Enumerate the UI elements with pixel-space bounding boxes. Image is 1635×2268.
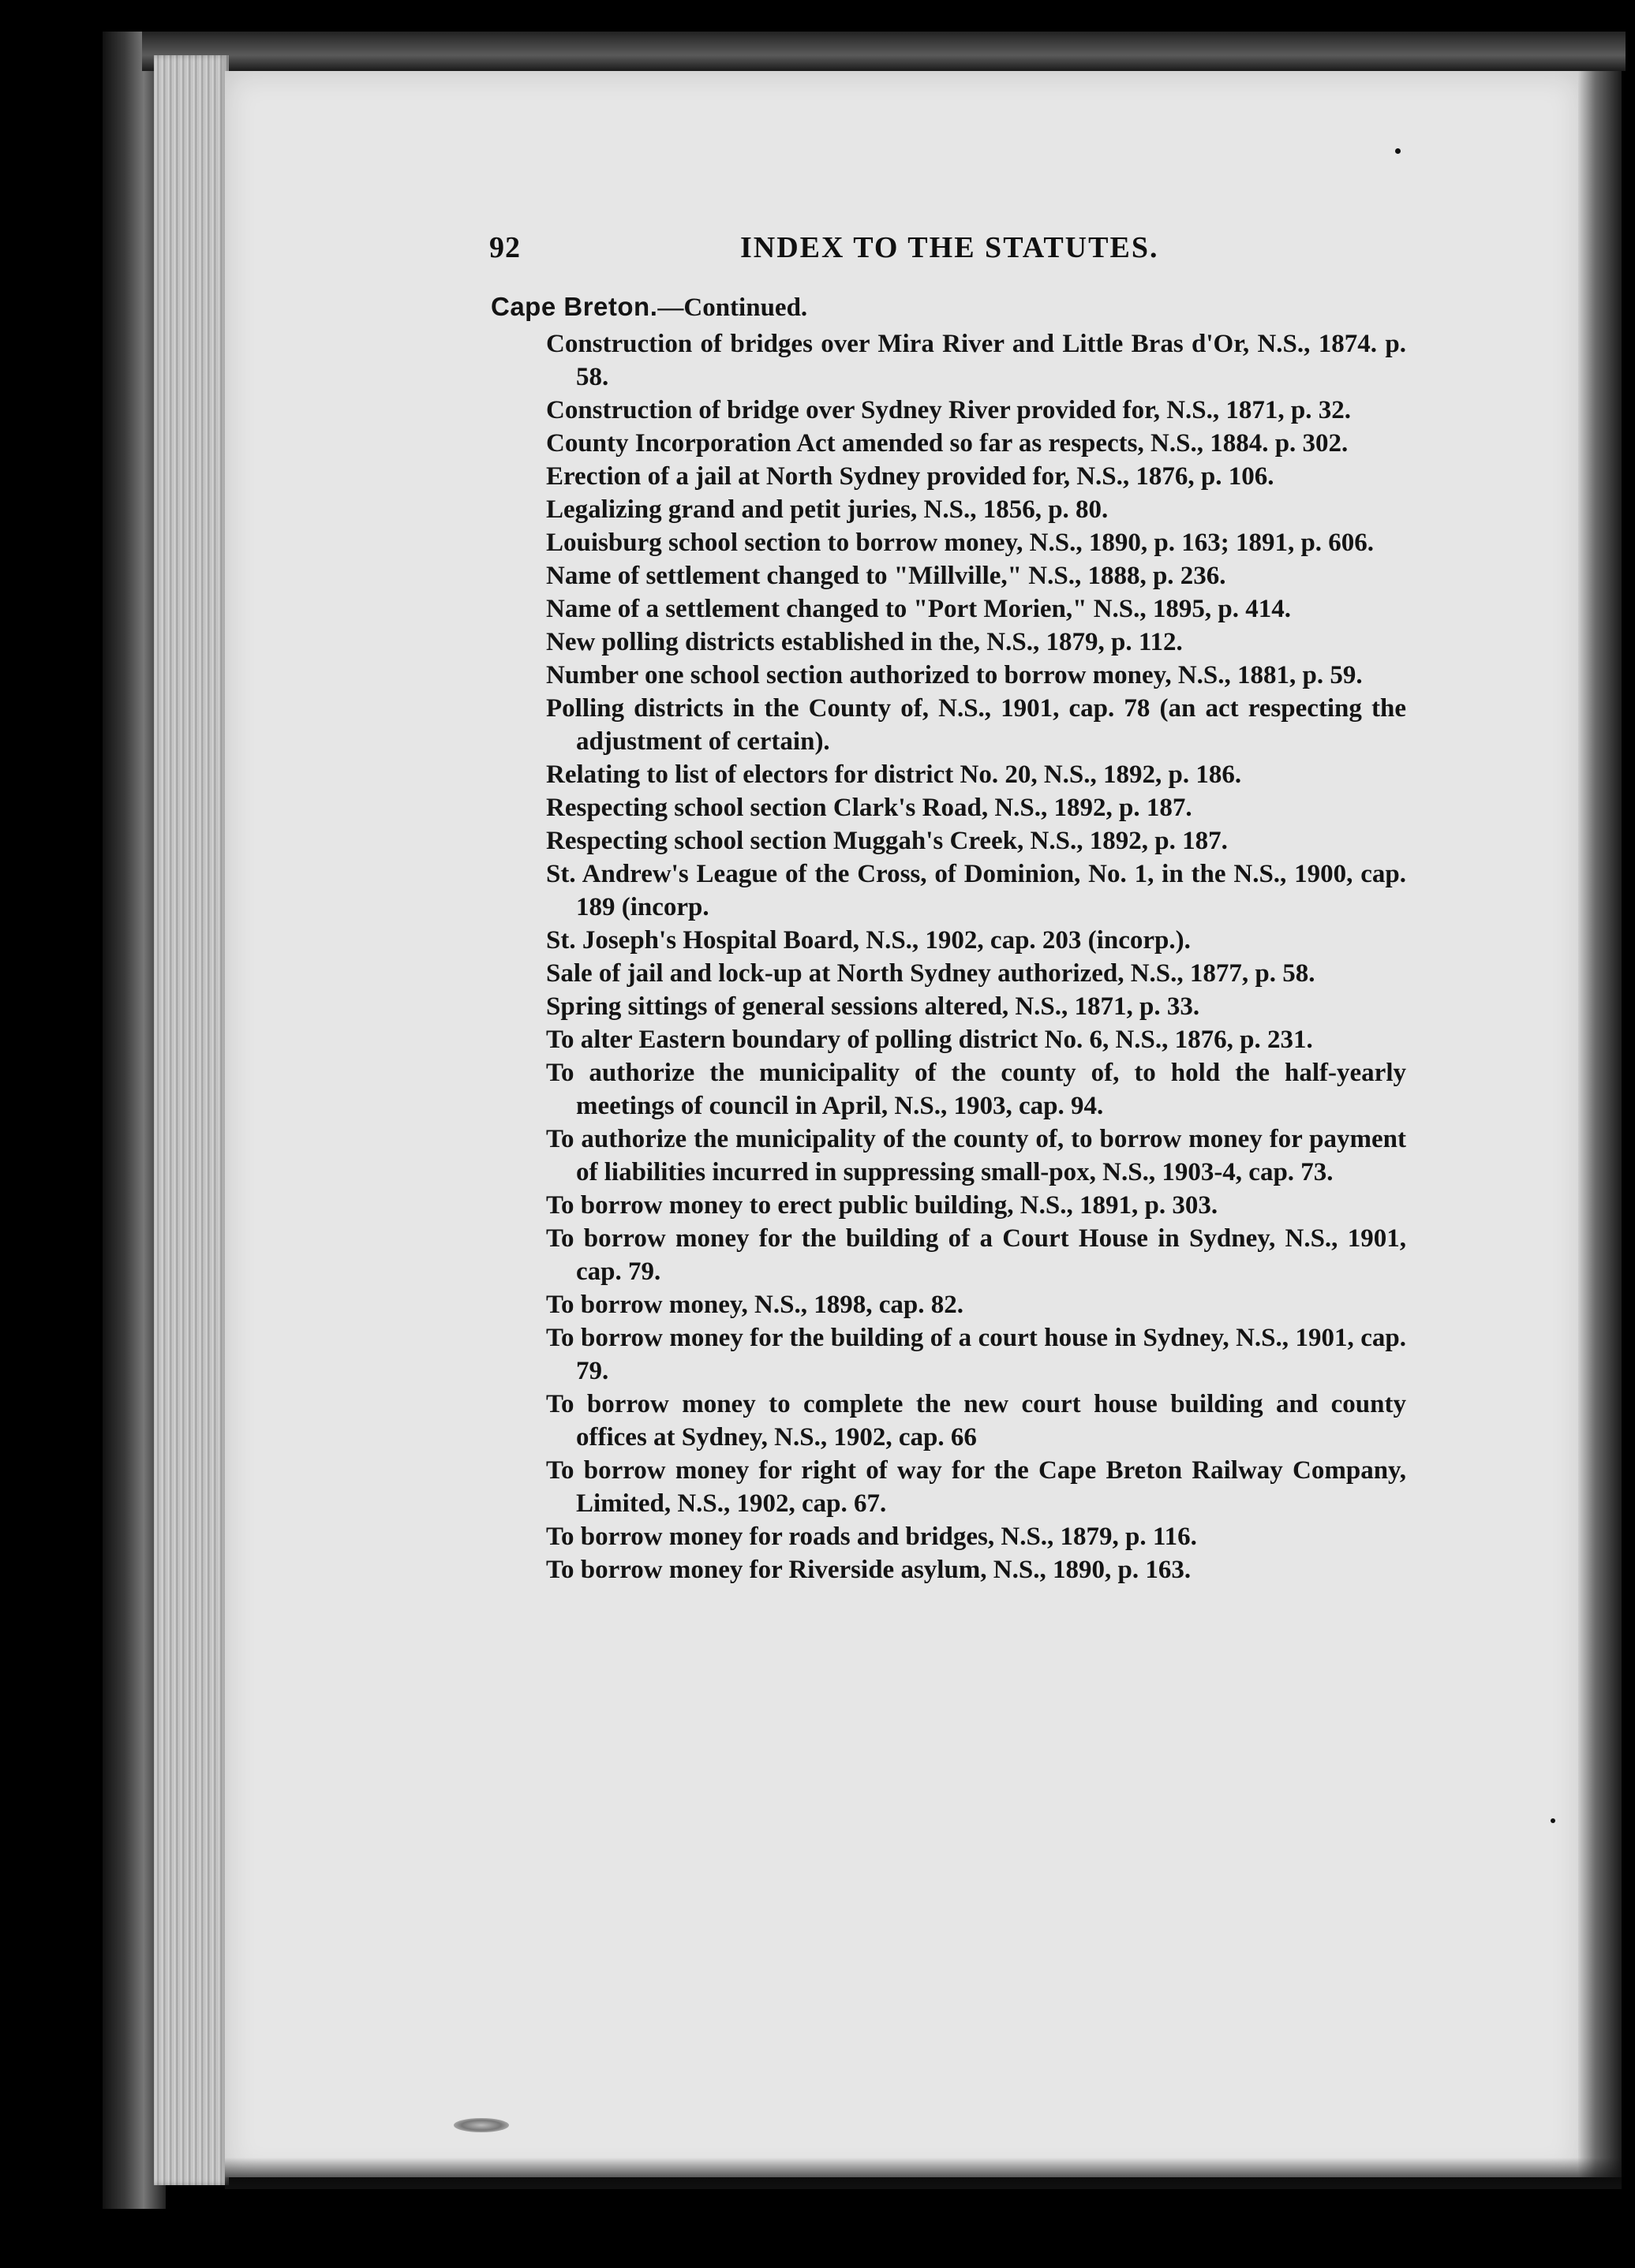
index-entry: Erection of a jail at North Sydney provided for, N.S., 1876, p. 106. (546, 462, 1274, 491)
index-entry: Construction of bridge over Sydney River provided for, N.S., 1871, p. 32. (546, 396, 1352, 424)
index-entry: Spring sittings of general sessions altered, N.S., 1871, p. 33. (546, 992, 1200, 1021)
index-entry: Name of a settlement changed to "Port Morien," N.S., 1895, p. 414. (546, 595, 1291, 623)
index-entry: Name of settlement changed to "Millville," N.S., 1888, p. 236. (546, 562, 1226, 590)
index-entry: Louisburg school section to borrow money, N.S., 1890, p. 163; 1891, p. 606. (546, 529, 1375, 557)
index-text-block (491, 290, 1406, 1586)
page-stack-edge (154, 55, 229, 2185)
index-entry: To borrow money for Riverside asylum, N.S., 1890, p. 163. (546, 1556, 1192, 1584)
index-entry: Respecting school section Muggah's Creek, N.S., 1892, p. 187. (546, 827, 1228, 855)
index-entry: To authorize the municipality of the county of, to borrow money for payment of liabilities incurred in suppressing small-pox, N.S., 1903-4, cap. 73. (546, 1125, 1406, 1186)
index-entry: Sale of jail and lock-up at North Sydney authorized, N.S., 1877, p. 58. (546, 959, 1315, 988)
book-top-edge (142, 32, 1626, 71)
page-number: 92 (489, 231, 521, 264)
index-entry: St. Joseph's Hospital Board, N.S., 1902, cap. 203 (incorp.). (546, 926, 1191, 955)
index-entry: To borrow money for the building of a Court House in Sydney, N.S., 1901, cap. 79. (546, 1224, 1406, 1286)
index-entry: Polling districts in the County of, N.S., 1901, cap. 78 (an act respecting the adjustment of certain). (546, 694, 1406, 756)
index-entry: Construction of bridges over Mira River and Little Bras d'Or, N.S., 1874. p. 58. (546, 330, 1406, 391)
ink-speck (1395, 148, 1401, 154)
index-entry: To borrow money for roads and bridges, N.S., 1879, p. 116. (546, 1523, 1197, 1551)
index-entry: To borrow money to complete the new court house building and county offices at Sydney, N.S., 1902, cap. 66 (546, 1390, 1406, 1452)
index-heading-suffix: —Continued. (657, 293, 808, 322)
index-entry: To borrow money for right of way for the Cape Breton Railway Company, Limited, N.S., 1902, cap. 67. (546, 1456, 1406, 1518)
index-heading (491, 290, 1406, 324)
page-header (489, 230, 1436, 270)
index-entry: To authorize the municipality of the county of, to hold the half-yearly meetings of council in April, N.S., 1903, cap. 94. (546, 1059, 1406, 1120)
page-right-shadow (1578, 71, 1622, 2177)
ink-speck (1551, 1818, 1555, 1823)
index-entry: Relating to list of electors for district No. 20, N.S., 1892, p. 186. (546, 760, 1242, 789)
index-entry: To alter Eastern boundary of polling district No. 6, N.S., 1876, p. 231. (546, 1026, 1313, 1054)
index-entry: To borrow money for the building of a court house in Sydney, N.S., 1901, cap. 79. (546, 1324, 1406, 1385)
index-entry: County Incorporation Act amended so far as respects, N.S., 1884. p. 302. (546, 429, 1349, 458)
index-entry: St. Andrew's League of the Cross, of Dominion, No. 1, in the N.S., 1900, cap. 189 (incorp. (546, 860, 1406, 921)
index-entry: Number one school section authorized to borrow money, N.S., 1881, p. 59. (546, 661, 1363, 689)
index-entry: To borrow money, N.S., 1898, cap. 82. (546, 1291, 963, 1319)
index-entry: Legalizing grand and petit juries, N.S., 1856, p. 80. (546, 495, 1109, 524)
running-title: INDEX TO THE STATUTES. (740, 231, 1159, 264)
scan-artifact (454, 2118, 509, 2132)
page-bottom-shadow (225, 2158, 1622, 2189)
index-heading-name: Cape Breton. (491, 292, 658, 321)
index-entry: New polling districts established in the, N.S., 1879, p. 112. (546, 628, 1183, 656)
index-entry: Respecting school section Clark's Road, N.S., 1892, p. 187. (546, 794, 1192, 822)
index-entry: To borrow money to erect public building, N.S., 1891, p. 303. (546, 1191, 1218, 1220)
index-entries (491, 327, 1406, 1586)
